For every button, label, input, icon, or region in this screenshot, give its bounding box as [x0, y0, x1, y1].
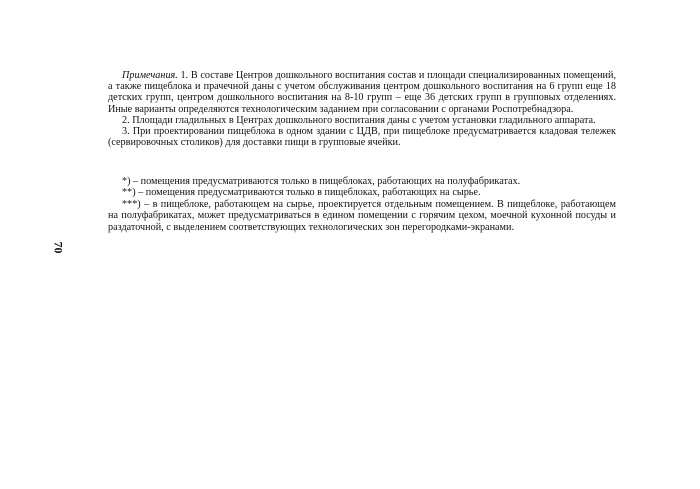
footnote-2: **) – помещения предусматриваются только в пищеблоках, работающих на сырье. — [122, 187, 481, 199]
notes-block — [108, 70, 616, 148]
footnote-3: ***) – в пищеблоке, работающем на сырье, проектируется отдельным помещением. В пищеблоке, работающем на полуфабрикатах, может предусматриваться в едином помещении с горячим цехом, моечной кухонной посуды и раздаточной, с выделением соответствующих технологических зон перегородками-экранами. — [108, 198, 616, 233]
note-2: 2. Площади гладильных в Центрах дошкольного воспитания даны с учетом установки гладильного аппарата. — [122, 114, 596, 126]
footnote-1: *) – помещения предусматриваются только в пищеблоках, работающих на полуфабрикатах. — [122, 176, 521, 187]
note-1 — [108, 70, 616, 115]
note-3: 3. При проектировании пищеблока в одном здании с ЦДВ, при пищеблоке предусматривается кладовая тележек (сервировочных столиков) для доставки пищи в групповые ячейки. — [108, 126, 616, 149]
page-number: 70 — [51, 241, 66, 254]
notes-label: Примечания. — [122, 70, 178, 81]
footnotes-block — [108, 176, 616, 233]
note-1-text: 1. В составе Центров дошкольного воспитания состав и площади специализированных помещений, а также пищеблока и прачечной даны с учетом обслуживания центром дошкольного воспитания на 6 групп еще 18 детских групп, центром дошкольного воспитания на 8-10 групп – еще 36 детских групп в групповых отделениях. Иные варианты определяются технологическим заданием при согласовании с органами Роспотребнадзора. — [108, 70, 616, 115]
